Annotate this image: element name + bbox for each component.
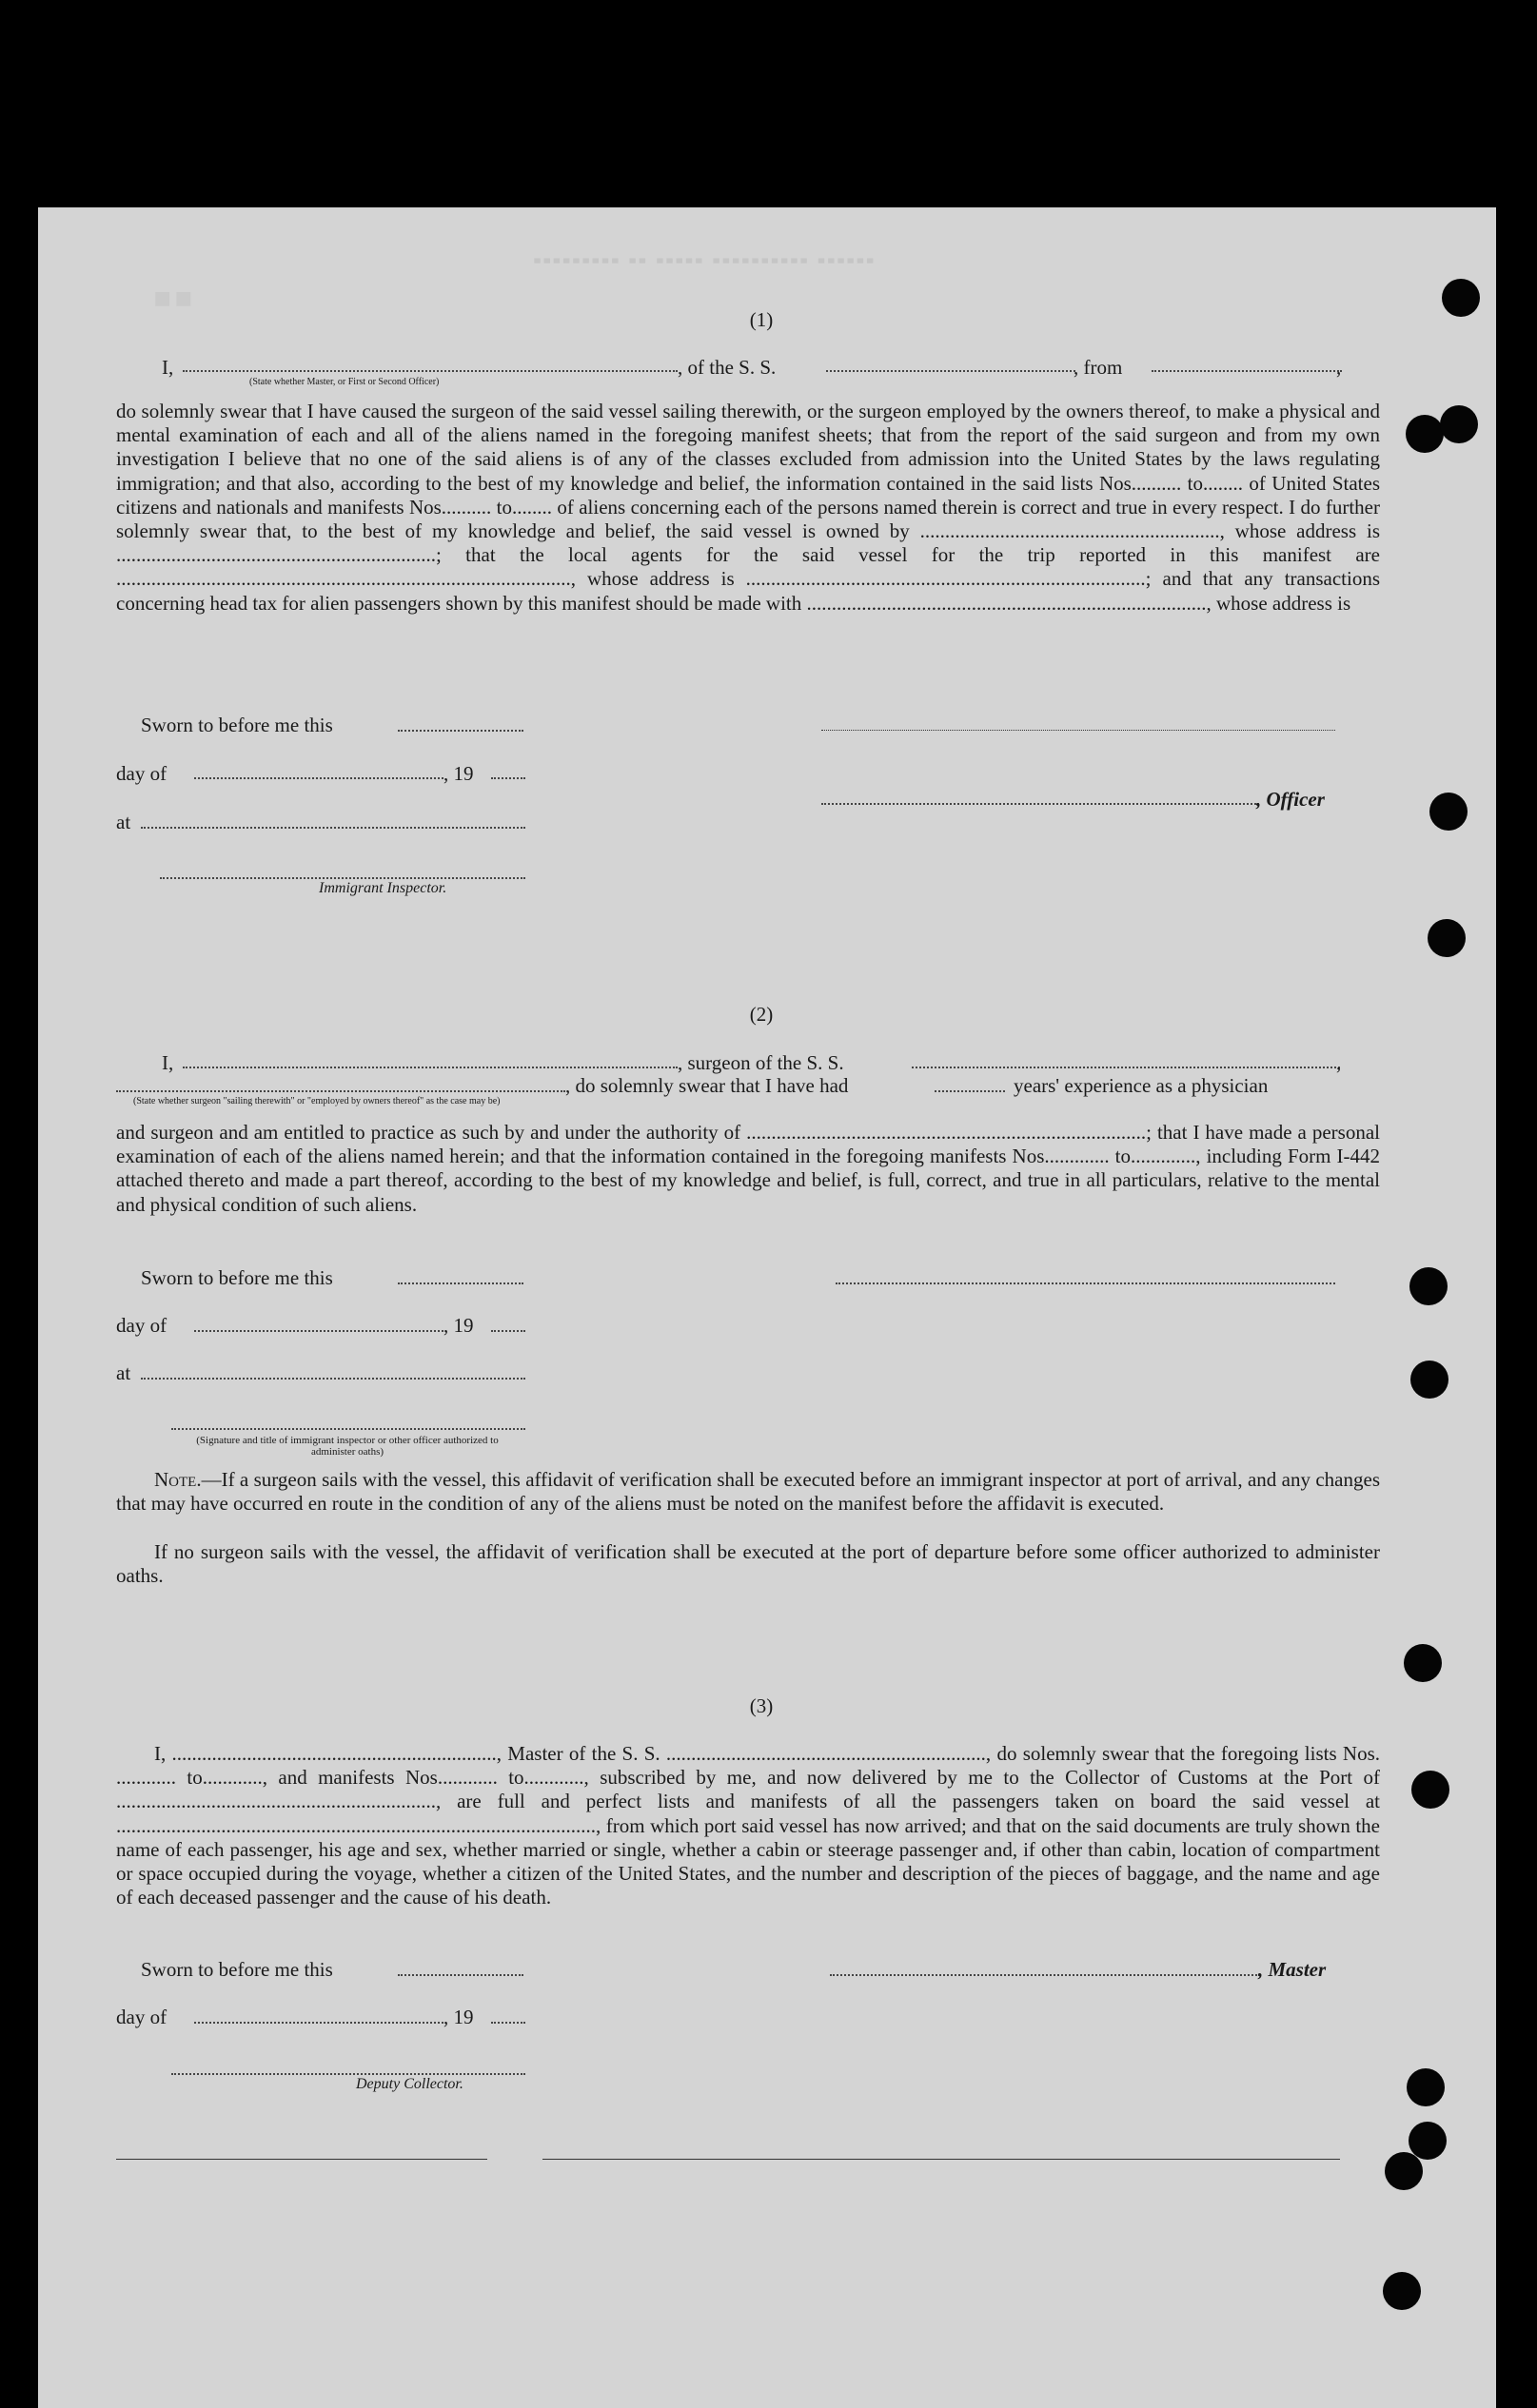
section-2-day-of: day of [116,1314,167,1337]
bottom-rule-left [116,2158,487,2160]
section-2-status-blank [116,1089,565,1092]
section-2-ship-blank [912,1066,1340,1068]
note-text-2: If no surgeon sails with the vessel, the affidavit of verification shall be executed at the port of departure before some officer authorized to administer oaths. [116,1540,1380,1588]
section-3-sworn: Sworn to before me this [141,1958,333,1981]
section-3-number: (3) [749,1694,774,1717]
section-2-comma: , [1336,1051,1342,1074]
punch-hole [1407,2068,1445,2106]
section-3-deputy-line [171,2072,525,2075]
section-3-body: I, ................................................................., Master of the S. S. ................................................................, do solemnly swear that the foregoing lists Nos. ............ to............, and manifests Nos............ to............, subscribed by me, and now delivered by me to the Collector of Customs at the Port of ................................................................, are full and perfect lists and manifests of all the passengers taken on board the said vessel at ................................................................................................, from which port said vessel has now arrived; and that on the said documents are truly shown the name of each passenger, his age and sex, whether married or single, whether a cabin or steerage passenger and, if other than cabin, location of compartment or space occupied during the voyage, whether a citizen of the United States, and the number and description of the pieces of baggage, and the name and age of each deceased passenger and the cause of his death. [116,1742,1380,1909]
note-label: Note. [154,1468,202,1491]
section-1-at-blank [141,826,525,829]
punch-hole [1411,1771,1449,1809]
section-1-from: , from [1074,356,1123,379]
bottom-rule-right [542,2158,1340,2160]
section-2-note [116,1468,1380,1516]
section-2-sworn-blank [398,1282,523,1284]
section-2-day-blank [194,1329,443,1332]
section-1-sworn: Sworn to before me this [141,714,333,736]
section-2-surgeon: , surgeon of the S. S. [678,1051,844,1074]
section-1-at: at [116,811,131,833]
section-2-inspector-line [171,1427,525,1430]
punch-hole [1409,2122,1447,2160]
section-3-master: , Master [1258,1958,1327,1981]
section-3-day-blank [194,2021,443,2024]
punch-hole [1385,2152,1423,2190]
section-2-sworn: Sworn to before me this [141,1266,333,1289]
section-2-signature-line [836,1282,1335,1284]
section-2-year-blank [491,1329,525,1332]
section-3-day-of: day of [116,2006,167,2028]
section-2-sig-hint: (Signature and title of immigrant inspector or other officer authorized to administer oaths) [196,1435,499,1458]
punch-hole [1409,1267,1448,1305]
section-2-note-2 [116,1540,1380,1588]
section-3-deputy: Deputy Collector. [356,2076,463,2092]
note-text-1: —If a surgeon sails with the vessel, this affidavit of verification shall be executed before an immigrant inspector at port of arrival, and any changes that may have occurred en route in the condition of any of the aliens must be noted on the manifest before the affidavit is executed. [116,1468,1380,1516]
punch-hole [1406,415,1444,453]
bleed-through-stamp: ▪▪ [152,265,195,329]
punch-hole [1428,919,1466,957]
section-3-year: , 19 [443,2006,474,2028]
section-2-swear: , do solemnly swear that I have had [565,1074,849,1097]
section-1-sworn-blank [398,729,523,732]
section-2-number: (2) [749,1003,774,1026]
section-1-inspector-line [160,876,525,879]
section-1-of-ss: , of the S. S. [678,356,777,379]
section-3-master-line [830,1973,1260,1976]
punch-hole [1440,405,1478,443]
section-1-from-blank [1152,369,1342,372]
section-1-line-i [162,356,173,380]
section-2-years: years' experience as a physician [1014,1074,1269,1097]
section-2-body: and surgeon and am entitled to practice as such by and under the authority of ................................................................................; that I have made a personal examination of each of the aliens named herein; and that the information contained in the foregoing manifests Nos............. to............., including Form I-442 attached thereto and made a part thereof, according to the best of my knowledge and belief, is full, correct, and true in all particulars, relative to the mental and physical condition of such aliens. [116,1121,1380,1216]
section-3-year-blank [491,2021,525,2024]
section-2-name-blank [183,1066,678,1068]
section-2-i: I, [162,1051,174,1074]
section-1-number: (1) [749,308,774,331]
form-page [38,207,1496,2408]
punch-hole [1410,1361,1448,1399]
section-1-ship-blank [826,369,1075,372]
section-1-year: , 19 [443,762,474,785]
section-1-signature-line [821,729,1335,731]
section-1-officer-line [821,802,1259,805]
section-1-inspector: Immigrant Inspector. [319,880,447,896]
section-2-at: at [116,1361,131,1384]
section-1-year-blank [491,776,525,779]
section-2-year: , 19 [443,1314,474,1337]
section-2-hint: (State whether surgeon "sailing therewith" or "employed by owners thereof" as the case may be) [133,1096,501,1106]
punch-hole [1404,1644,1442,1682]
section-3-sworn-blank [398,1973,523,1976]
section-1-comma: , [1336,356,1342,379]
punch-hole [1429,793,1468,831]
punch-hole [1383,2272,1421,2310]
section-1-body: do solemnly swear that I have caused the surgeon of the said vessel sailing therewith, or the surgeon employed by the owners thereof, to make a physical and mental examination of each and all of the aliens named in the foregoing manifest sheets; that from the report of the said surgeon and from my own investigation I believe that no one of the said aliens is of any of the classes excluded from admission into the United States by the laws regulating immigration; and that also, according to the best of my knowledge and belief, the information contained in the said lists Nos.......... to........ of United States citizens and nationals and manifests Nos.......... to........ of aliens concerning each of the persons named therein is correct and true in every respect. I do further solemnly swear that, to the best of my knowledge and belief, the said vessel is owned by ............................................................, whose address is ................................................................; that the local agents for the said vessel for the trip reported in this manifest are ..........................................................................................., whose address is ................................................................................; and that any transactions concerning head tax for alien passengers shown by this manifest should be made with ................................................................................, whose address is [116,400,1380,615]
section-2-at-blank [141,1377,525,1380]
bleed-through-header: ▪▪▪▪▪▪▪▪▪ ▪▪ ▪▪▪▪▪ ▪▪▪▪▪▪▪▪▪▪ ▪▪▪▪▪▪ [533,248,876,272]
section-1-day-blank [194,776,443,779]
section-1-day-of: day of [116,762,167,785]
section-1-i: I, [162,356,174,379]
section-1-name-blank [183,369,678,372]
section-2-years-blank [935,1089,1005,1092]
section-1-officer: , Officer [1256,788,1325,811]
section-1-hint: (State whether Master, or First or Second Officer) [249,377,440,387]
